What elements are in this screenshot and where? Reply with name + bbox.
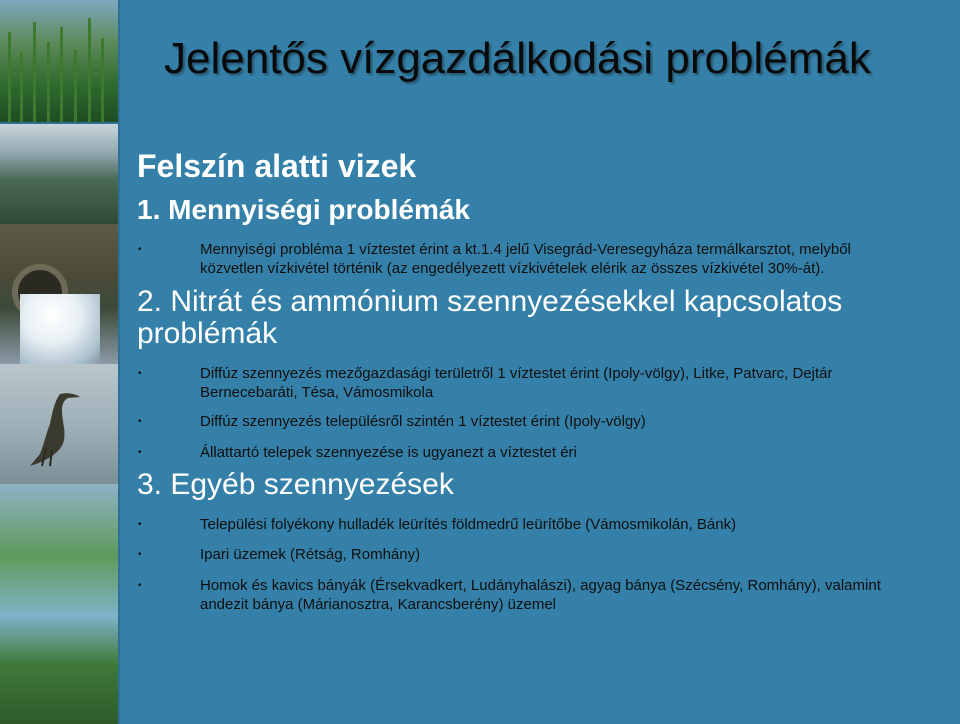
bullet-item xyxy=(138,240,913,278)
bullet-item xyxy=(138,443,913,462)
river-photo xyxy=(0,124,118,224)
wetland-photo xyxy=(0,484,118,724)
bullet-text: Állattartó telepek szennyezése is ugyanezt a víztestet éri xyxy=(200,444,577,461)
bullet-icon: • xyxy=(138,416,142,427)
bullet-item xyxy=(138,412,913,431)
bullet-item xyxy=(138,545,913,564)
bullet-icon: • xyxy=(138,549,142,560)
section-heading-quantity: 1. Mennyiségi problémák xyxy=(137,194,470,225)
section-heading-groundwater: Felszín alatti vizek xyxy=(137,148,417,184)
bullet-text: Diffúz szennyezés mezőgazdasági területről 1 víztestet érint (Ipoly-völgy), Litke, Patvarc, Dejtár Bernecebaráti, Tésa, Vámosmikola xyxy=(200,365,833,401)
cormorant-photo xyxy=(0,364,118,484)
bullet-item xyxy=(138,576,913,614)
bullet-text: Diffúz szennyezés településről szintén 1 víztestet érint (Ipoly-völgy) xyxy=(200,413,646,430)
slide-title: Jelentős vízgazdálkodási problémák xyxy=(164,34,871,83)
reeds-photo xyxy=(0,0,118,122)
bullet-icon: • xyxy=(138,580,142,591)
bullet-text: Mennyiségi probléma 1 víztestet érint a kt.1.4 jelű Visegrád-Veresegyháza termálkarsztot, melyből közvetlen vízkivétel történik (az engedélyezett vízkivételek elérik az összes vízkivétel 30%-át). xyxy=(200,241,851,277)
bullet-icon: • xyxy=(138,447,142,458)
bullet-icon: • xyxy=(138,244,142,255)
cormorant-icon xyxy=(22,388,82,468)
photo-strip xyxy=(0,0,120,724)
bullet-text: Homok és kavics bányák (Érsekvadkert, Ludányhalászi), agyag bánya (Szécsény, Romhány), valamint andezit bánya (Márianosztra, Karancsberény) üzemel xyxy=(200,577,881,613)
bullet-icon: • xyxy=(138,519,142,530)
bullet-item xyxy=(138,364,913,402)
bullet-icon: • xyxy=(138,368,142,379)
bullet-item xyxy=(138,515,913,534)
bullet-text: Ipari üzemek (Rétság, Romhány) xyxy=(200,546,421,563)
section-heading-nitrate: 2. Nitrát és ammónium szennyezésekkel kapcsolatos problémák xyxy=(137,285,843,350)
bullet-text: Települési folyékony hulladék leürítés földmedrű leürítőbe (Vámosmikolán, Bánk) xyxy=(200,516,737,533)
outflow-pipe-photo xyxy=(0,224,118,364)
section-heading-other: 3. Egyéb szennyezések xyxy=(137,468,454,501)
